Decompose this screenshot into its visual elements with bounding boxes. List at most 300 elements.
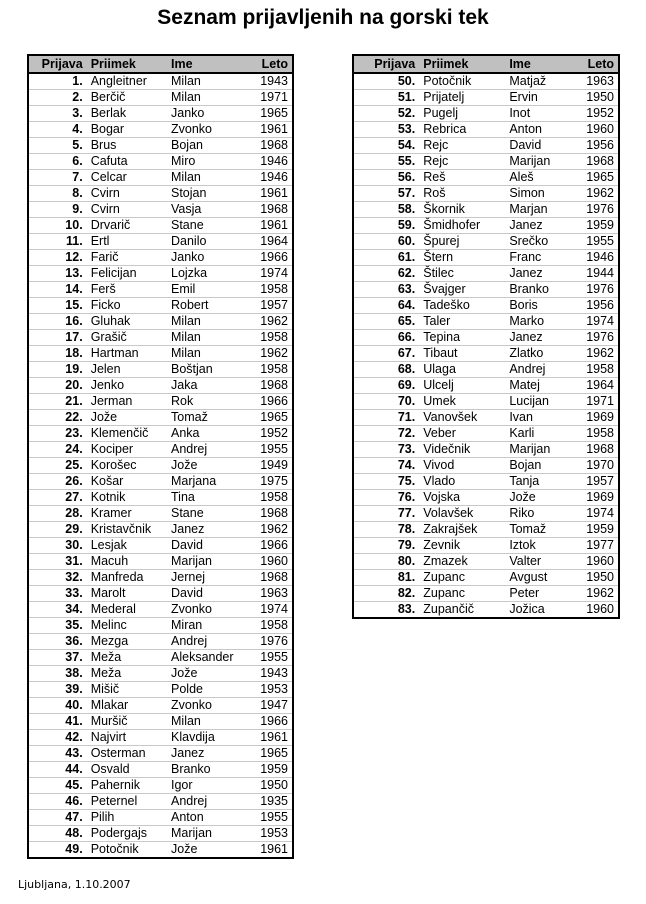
first-name-cell: Tomaž xyxy=(505,522,570,538)
birth-year-cell: 1977 xyxy=(570,538,619,554)
surname-cell: Pilih xyxy=(87,810,167,826)
footer-place-date: Ljubljana, 1.10.2007 xyxy=(18,878,131,891)
entry-number-cell: 8. xyxy=(28,186,87,202)
table-row xyxy=(353,202,619,218)
entry-number-cell: 46. xyxy=(28,794,87,810)
entry-number-cell: 64. xyxy=(353,298,419,314)
first-name-cell: Klavdija xyxy=(167,730,250,746)
birth-year-cell: 1966 xyxy=(250,714,293,730)
table-row xyxy=(28,474,293,490)
birth-year-cell: 1943 xyxy=(250,73,293,90)
surname-cell: Jože xyxy=(87,410,167,426)
entry-number-cell: 24. xyxy=(28,442,87,458)
entry-number-cell: 60. xyxy=(353,234,419,250)
table-row xyxy=(28,602,293,618)
surname-cell: Angleitner xyxy=(87,73,167,90)
entry-number-cell: 78. xyxy=(353,522,419,538)
birth-year-cell: 1946 xyxy=(570,250,619,266)
entry-number-cell: 61. xyxy=(353,250,419,266)
surname-cell: Felicijan xyxy=(87,266,167,282)
registration-table-left xyxy=(27,54,294,859)
surname-cell: Rejc xyxy=(419,138,505,154)
table-row xyxy=(28,650,293,666)
birth-year-cell: 1946 xyxy=(250,170,293,186)
first-name-cell: Andrej xyxy=(167,634,250,650)
surname-cell: Osterman xyxy=(87,746,167,762)
birth-year-cell: 1958 xyxy=(570,362,619,378)
surname-cell: Peternel xyxy=(87,794,167,810)
surname-cell: Mlakar xyxy=(87,698,167,714)
birth-year-cell: 1963 xyxy=(570,73,619,90)
first-name-cell: Bojan xyxy=(167,138,250,154)
first-name-cell: Zvonko xyxy=(167,698,250,714)
entry-number-cell: 52. xyxy=(353,106,419,122)
first-name-cell: Srečko xyxy=(505,234,570,250)
table-row xyxy=(28,410,293,426)
table-row xyxy=(28,202,293,218)
surname-cell: Klemenčič xyxy=(87,426,167,442)
entry-number-cell: 55. xyxy=(353,154,419,170)
table-row xyxy=(353,394,619,410)
first-name-cell: Ervin xyxy=(505,90,570,106)
table-row xyxy=(353,234,619,250)
first-name-cell: Janez xyxy=(505,266,570,282)
entry-number-cell: 72. xyxy=(353,426,419,442)
entry-number-cell: 73. xyxy=(353,442,419,458)
surname-cell: Prijatelj xyxy=(419,90,505,106)
first-name-cell: Andrej xyxy=(167,442,250,458)
entry-number-cell: 57. xyxy=(353,186,419,202)
column-header-priimek: Priimek xyxy=(87,55,167,73)
first-name-cell: Milan xyxy=(167,714,250,730)
surname-cell: Marolt xyxy=(87,586,167,602)
birth-year-cell: 1955 xyxy=(250,810,293,826)
table-row xyxy=(28,122,293,138)
table-row xyxy=(353,282,619,298)
table-row xyxy=(28,362,293,378)
surname-cell: Hartman xyxy=(87,346,167,362)
table-row xyxy=(353,298,619,314)
birth-year-cell: 1968 xyxy=(570,442,619,458)
column-header-prijava: Prijava xyxy=(353,55,419,73)
birth-year-cell: 1976 xyxy=(250,634,293,650)
first-name-cell: Jože xyxy=(167,458,250,474)
table-row xyxy=(353,330,619,346)
entry-number-cell: 31. xyxy=(28,554,87,570)
surname-cell: Štilec xyxy=(419,266,505,282)
surname-cell: Farič xyxy=(87,250,167,266)
birth-year-cell: 1955 xyxy=(570,234,619,250)
table-row xyxy=(28,154,293,170)
birth-year-cell: 1965 xyxy=(250,410,293,426)
surname-cell: Korošec xyxy=(87,458,167,474)
birth-year-cell: 1976 xyxy=(570,202,619,218)
first-name-cell: Jože xyxy=(505,490,570,506)
surname-cell: Zevnik xyxy=(419,538,505,554)
birth-year-cell: 1974 xyxy=(570,314,619,330)
birth-year-cell: 1949 xyxy=(250,458,293,474)
table-row xyxy=(28,394,293,410)
entry-number-cell: 16. xyxy=(28,314,87,330)
birth-year-cell: 1950 xyxy=(250,778,293,794)
surname-cell: Berčič xyxy=(87,90,167,106)
first-name-cell: David xyxy=(167,538,250,554)
surname-cell: Zakrajšek xyxy=(419,522,505,538)
first-name-cell: Milan xyxy=(167,346,250,362)
surname-cell: Macuh xyxy=(87,554,167,570)
birth-year-cell: 1950 xyxy=(570,90,619,106)
birth-year-cell: 1959 xyxy=(570,218,619,234)
table-row xyxy=(353,218,619,234)
first-name-cell: Matej xyxy=(505,378,570,394)
table-row xyxy=(28,682,293,698)
birth-year-cell: 1959 xyxy=(570,522,619,538)
table-row xyxy=(28,698,293,714)
surname-cell: Videčnik xyxy=(419,442,505,458)
table-row xyxy=(28,442,293,458)
birth-year-cell: 1956 xyxy=(570,298,619,314)
column-header-prijava: Prijava xyxy=(28,55,87,73)
table-row xyxy=(28,522,293,538)
birth-year-cell: 1964 xyxy=(250,234,293,250)
surname-cell: Zupančič xyxy=(423,602,474,616)
table-row xyxy=(353,346,619,362)
birth-year-cell: 1961 xyxy=(250,186,293,202)
first-name-cell: Anka xyxy=(167,426,250,442)
first-name-cell: Miran xyxy=(167,618,250,634)
table-row xyxy=(353,250,619,266)
first-name-cell: Stane xyxy=(167,218,250,234)
birth-year-cell: 1965 xyxy=(250,746,293,762)
table-row xyxy=(28,250,293,266)
birth-year-cell: 1950 xyxy=(570,570,619,586)
entry-number-cell: 79. xyxy=(353,538,419,554)
table-row xyxy=(353,586,619,602)
birth-year-cell: 1968 xyxy=(570,154,619,170)
birth-year-cell: 1960 xyxy=(250,554,293,570)
surname-cell: Grašič xyxy=(87,330,167,346)
birth-year-cell: 1962 xyxy=(570,346,619,362)
surname-cell: Ertl xyxy=(87,234,167,250)
first-name-cell: David xyxy=(167,586,250,602)
entry-number-cell: 30. xyxy=(28,538,87,554)
birth-year-cell: 1961 xyxy=(260,842,288,856)
entry-number-cell: 40. xyxy=(28,698,87,714)
entry-number-cell: 47. xyxy=(28,810,87,826)
birth-year-cell: 1960 xyxy=(570,554,619,570)
table-row xyxy=(28,506,293,522)
entry-number-cell: 2. xyxy=(28,90,87,106)
surname-cell: Berlak xyxy=(87,106,167,122)
birth-year-cell: 1964 xyxy=(570,378,619,394)
birth-year-cell: 1958 xyxy=(250,282,293,298)
surname-cell: Šmidhofer xyxy=(419,218,505,234)
first-name-cell: Riko xyxy=(505,506,570,522)
entry-number-cell: 20. xyxy=(28,378,87,394)
table-row xyxy=(28,762,293,778)
first-name-cell: Milan xyxy=(167,330,250,346)
entry-number-cell: 83. xyxy=(397,602,416,616)
first-name-cell: Milan xyxy=(167,170,250,186)
birth-year-cell: 1968 xyxy=(250,570,293,586)
surname-cell: Brus xyxy=(87,138,167,154)
first-name-cell: Marjan xyxy=(505,202,570,218)
entry-number-cell: 69. xyxy=(353,378,419,394)
birth-year-cell: 1943 xyxy=(250,666,293,682)
surname-cell: Vojska xyxy=(419,490,505,506)
entry-number-cell: 80. xyxy=(353,554,419,570)
birth-year-cell: 1960 xyxy=(586,602,614,616)
surname-cell: Umek xyxy=(419,394,505,410)
surname-cell: Tepina xyxy=(419,330,505,346)
surname-cell: Melinc xyxy=(87,618,167,634)
first-name-cell: Milan xyxy=(167,73,250,90)
surname-cell: Potočnik xyxy=(419,73,505,90)
table-row xyxy=(28,266,293,282)
entry-number-cell: 65. xyxy=(353,314,419,330)
surname-cell: Pugelj xyxy=(419,106,505,122)
surname-cell: Volavšek xyxy=(419,506,505,522)
column-header-leto: Leto xyxy=(250,55,293,73)
surname-cell: Celcar xyxy=(87,170,167,186)
birth-year-cell: 1947 xyxy=(250,698,293,714)
table-row xyxy=(353,122,619,138)
first-name-cell: Simon xyxy=(505,186,570,202)
registration-table-right xyxy=(352,54,620,619)
birth-year-cell: 1968 xyxy=(250,138,293,154)
table-row xyxy=(353,186,619,202)
table-row xyxy=(353,378,619,394)
first-name-cell: Jože xyxy=(171,842,198,856)
entry-number-cell: 59. xyxy=(353,218,419,234)
birth-year-cell: 1958 xyxy=(250,362,293,378)
table-row xyxy=(353,490,619,506)
entry-number-cell: 51. xyxy=(353,90,419,106)
table-row xyxy=(353,458,619,474)
table-row xyxy=(28,346,293,362)
table-row xyxy=(28,634,293,650)
surname-cell: Kociper xyxy=(87,442,167,458)
table-row xyxy=(28,298,293,314)
birth-year-cell: 1969 xyxy=(570,410,619,426)
first-name-cell: Rok xyxy=(167,394,250,410)
table-row xyxy=(28,218,293,234)
first-name-cell: Andrej xyxy=(167,794,250,810)
first-name-cell: Miro xyxy=(167,154,250,170)
entry-number-cell: 58. xyxy=(353,202,419,218)
surname-cell: Gluhak xyxy=(87,314,167,330)
table-row xyxy=(28,666,293,682)
birth-year-cell: 1968 xyxy=(250,506,293,522)
first-name-cell: Danilo xyxy=(167,234,250,250)
surname-cell: Vanovšek xyxy=(419,410,505,426)
birth-year-cell: 1962 xyxy=(570,186,619,202)
birth-year-cell: 1965 xyxy=(250,106,293,122)
entry-number-cell: 1. xyxy=(28,73,87,90)
surname-cell: Bogar xyxy=(87,122,167,138)
birth-year-cell: 1958 xyxy=(250,490,293,506)
entry-number-cell: 63. xyxy=(353,282,419,298)
entry-number-cell: 67. xyxy=(353,346,419,362)
entry-number-cell: 41. xyxy=(28,714,87,730)
first-name-cell: Tomaž xyxy=(167,410,250,426)
first-name-cell: Boštjan xyxy=(167,362,250,378)
column-header-ime: Ime xyxy=(505,55,570,73)
birth-year-cell: 1976 xyxy=(570,282,619,298)
entry-number-cell: 12. xyxy=(28,250,87,266)
first-name-cell: Milan xyxy=(167,90,250,106)
entry-number-cell: 11. xyxy=(28,234,87,250)
entry-number-cell: 15. xyxy=(28,298,87,314)
entry-number-cell: 13. xyxy=(28,266,87,282)
first-name-cell: Igor xyxy=(167,778,250,794)
surname-cell: Rejc xyxy=(419,154,505,170)
first-name-cell: Lojzka xyxy=(167,266,250,282)
birth-year-cell: 1962 xyxy=(250,346,293,362)
surname-cell: Muršič xyxy=(87,714,167,730)
table-row xyxy=(353,90,619,106)
surname-cell: Kotnik xyxy=(87,490,167,506)
entry-number-cell: 27. xyxy=(28,490,87,506)
birth-year-cell: 1958 xyxy=(250,330,293,346)
birth-year-cell: 1961 xyxy=(250,122,293,138)
first-name-cell: Zvonko xyxy=(167,602,250,618)
table-row xyxy=(353,570,619,586)
birth-year-cell: 1952 xyxy=(250,426,293,442)
birth-year-cell: 1962 xyxy=(250,522,293,538)
entry-number-cell: 10. xyxy=(28,218,87,234)
table-row xyxy=(28,842,293,859)
birth-year-cell: 1961 xyxy=(250,730,293,746)
surname-cell: Mišič xyxy=(87,682,167,698)
first-name-cell: Zvonko xyxy=(167,122,250,138)
entry-number-cell: 45. xyxy=(28,778,87,794)
first-name-cell: Janez xyxy=(505,218,570,234)
table-row xyxy=(28,826,293,842)
surname-cell: Jelen xyxy=(87,362,167,378)
entry-number-cell: 5. xyxy=(28,138,87,154)
entry-number-cell: 68. xyxy=(353,362,419,378)
table-row xyxy=(28,538,293,554)
first-name-cell: Jožica xyxy=(509,602,545,616)
table-row xyxy=(28,170,293,186)
first-name-cell: Vasja xyxy=(167,202,250,218)
birth-year-cell: 1958 xyxy=(570,426,619,442)
surname-cell: Cvirn xyxy=(87,186,167,202)
surname-cell: Vivod xyxy=(419,458,505,474)
first-name-cell: Branko xyxy=(505,282,570,298)
surname-cell: Cvirn xyxy=(87,202,167,218)
first-name-cell: David xyxy=(505,138,570,154)
birth-year-cell: 1968 xyxy=(250,378,293,394)
birth-year-cell: 1969 xyxy=(570,490,619,506)
surname-cell: Ficko xyxy=(87,298,167,314)
surname-cell: Tadeško xyxy=(419,298,505,314)
entry-number-cell: 21. xyxy=(28,394,87,410)
entry-number-cell: 42. xyxy=(28,730,87,746)
surname-cell: Drvarič xyxy=(87,218,167,234)
first-name-cell: Emil xyxy=(167,282,250,298)
first-name-cell: Franc xyxy=(505,250,570,266)
entry-number-cell: 33. xyxy=(28,586,87,602)
first-name-cell: Andrej xyxy=(505,362,570,378)
birth-year-cell: 1957 xyxy=(570,474,619,490)
surname-cell: Rebrica xyxy=(419,122,505,138)
birth-year-cell: 1946 xyxy=(250,154,293,170)
entry-number-cell: 48. xyxy=(28,826,87,842)
entry-number-cell: 43. xyxy=(28,746,87,762)
first-name-cell: Boris xyxy=(505,298,570,314)
first-name-cell: Marijan xyxy=(505,154,570,170)
first-name-cell: Janko xyxy=(167,106,250,122)
birth-year-cell: 1968 xyxy=(250,202,293,218)
surname-cell: Cafuta xyxy=(87,154,167,170)
table-row xyxy=(353,410,619,426)
birth-year-cell: 1944 xyxy=(570,266,619,282)
table-row xyxy=(353,538,619,554)
surname-cell: Veber xyxy=(419,426,505,442)
table-row xyxy=(28,330,293,346)
table-row xyxy=(28,186,293,202)
table-row xyxy=(353,362,619,378)
entry-number-cell: 62. xyxy=(353,266,419,282)
table-row xyxy=(353,106,619,122)
birth-year-cell: 1961 xyxy=(250,218,293,234)
surname-cell: Jerman xyxy=(87,394,167,410)
table-row xyxy=(28,234,293,250)
birth-year-cell: 1974 xyxy=(250,602,293,618)
table-row xyxy=(28,282,293,298)
first-name-cell: Anton xyxy=(167,810,250,826)
entry-number-cell: 17. xyxy=(28,330,87,346)
first-name-cell: Marijan xyxy=(167,826,250,842)
entry-number-cell: 19. xyxy=(28,362,87,378)
table-header-row xyxy=(353,55,619,73)
birth-year-cell: 1960 xyxy=(570,122,619,138)
birth-year-cell: 1966 xyxy=(250,538,293,554)
table-row xyxy=(353,154,619,170)
table-row xyxy=(28,138,293,154)
surname-cell: Lesjak xyxy=(87,538,167,554)
entry-number-cell: 3. xyxy=(28,106,87,122)
first-name-cell: Jože xyxy=(167,666,250,682)
surname-cell: Zupanc xyxy=(419,586,505,602)
table-row xyxy=(353,554,619,570)
surname-cell: Kramer xyxy=(87,506,167,522)
first-name-cell: Avgust xyxy=(505,570,570,586)
table-row xyxy=(28,426,293,442)
entry-number-cell: 22. xyxy=(28,410,87,426)
birth-year-cell: 1957 xyxy=(250,298,293,314)
birth-year-cell: 1975 xyxy=(250,474,293,490)
first-name-cell: Janez xyxy=(167,522,250,538)
table-row xyxy=(353,314,619,330)
birth-year-cell: 1966 xyxy=(250,394,293,410)
surname-cell: Potočnik xyxy=(90,842,139,856)
entry-number-cell: 29. xyxy=(28,522,87,538)
surname-cell: Meža xyxy=(87,650,167,666)
column-header-priimek: Priimek xyxy=(419,55,505,73)
birth-year-cell: 1952 xyxy=(570,106,619,122)
first-name-cell: Robert xyxy=(167,298,250,314)
table-row xyxy=(28,570,293,586)
table-row xyxy=(353,442,619,458)
entry-number-cell: 50. xyxy=(353,73,419,90)
birth-year-cell: 1953 xyxy=(250,826,293,842)
surname-cell: Vlado xyxy=(419,474,505,490)
birth-year-cell: 1970 xyxy=(570,458,619,474)
table-row xyxy=(353,266,619,282)
